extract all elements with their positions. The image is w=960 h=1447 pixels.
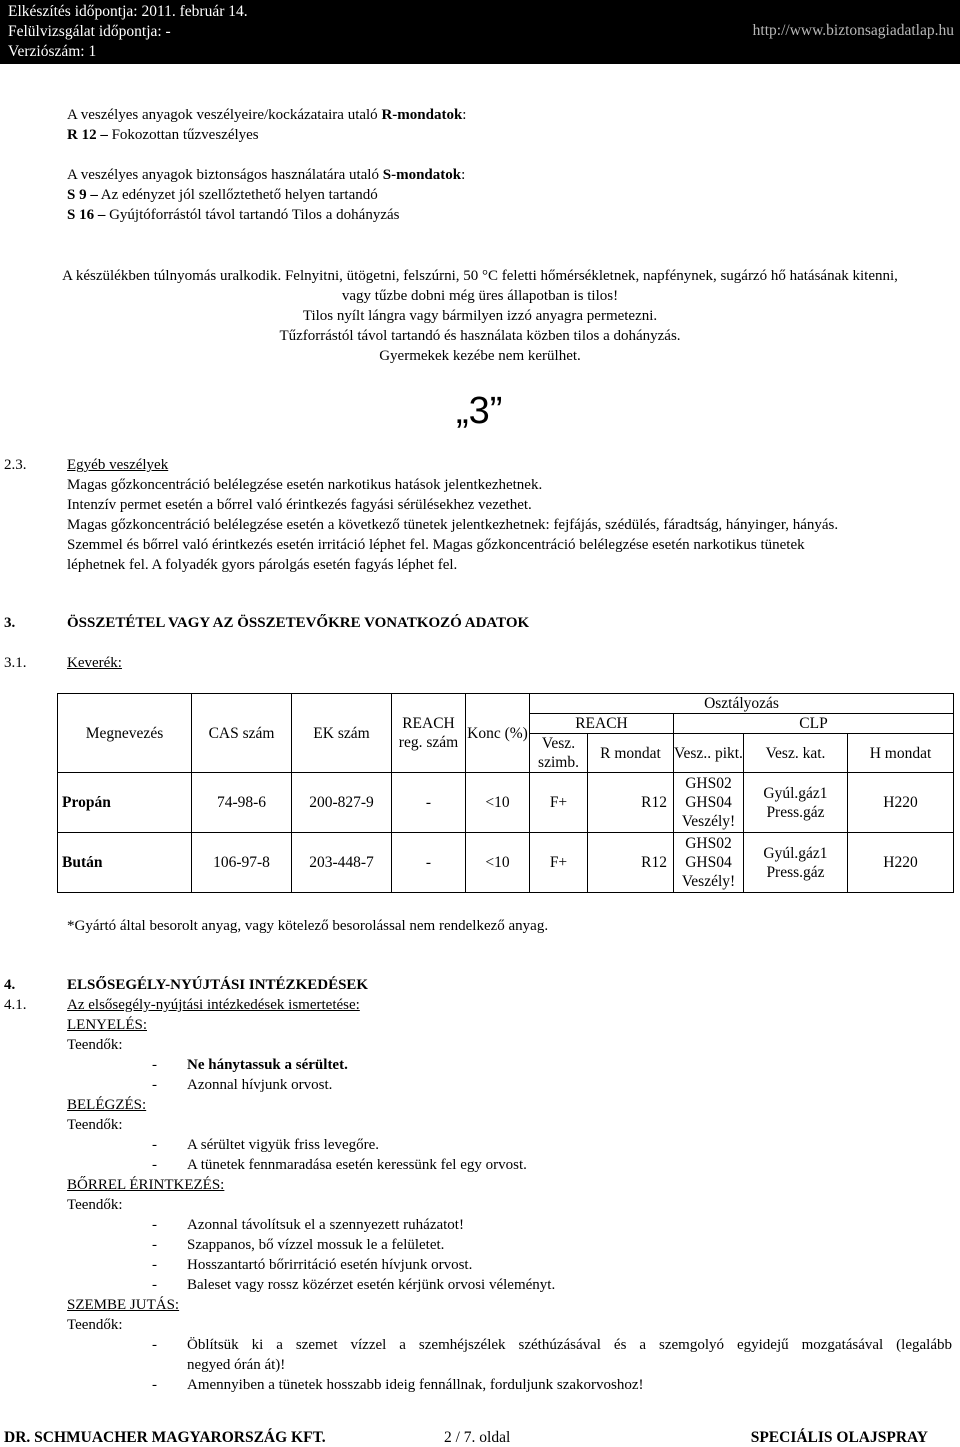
header-name: Megnevezés xyxy=(58,694,192,773)
first-aid-item: Hosszantartó bőrirritáció esetén hívjunk orvost. xyxy=(187,1257,473,1273)
warning-line-5: Gyermekek kezébe nem kerülhet. xyxy=(379,348,581,364)
cell-category: Gyúl.gáz1 Press.gáz xyxy=(744,773,848,833)
section-number: 3. xyxy=(4,615,16,631)
bullet-dash: - xyxy=(152,1337,157,1353)
table-row xyxy=(58,773,954,833)
section-title: ELSŐSEGÉLY-NYÚJTÁSI INTÉZKEDÉSEK xyxy=(67,977,369,993)
warning-line-4: Tűzforrástól távol tartandó és használata közben tilos a dohányzás. xyxy=(279,328,681,344)
cell-ek: 200-827-9 xyxy=(292,773,392,833)
header-info xyxy=(8,2,248,62)
header-cas: CAS szám xyxy=(192,694,292,773)
warning-line-1: A készülékben túlnyomás uralkodik. Felnyitni, ütögetni, felszúrni, 50 °C feletti hőmérsékletnek, napfénynek, sugárzó hő hatásának kitenni, xyxy=(62,268,898,284)
todo-label: Teendők: xyxy=(67,1037,123,1053)
footer-company: DR. SCHMUACHER MAGYARORSZÁG KFT. xyxy=(4,1429,326,1446)
first-aid-item: Azonnal hívjunk orvost. xyxy=(187,1077,333,1093)
hazard-line: Intenzív permet esetén a bőrrel való érintkezés fagyási sérülésekhez vezethet. xyxy=(67,497,532,513)
cell-r-phrase: R12 xyxy=(588,833,674,893)
cell-name: Bután xyxy=(58,833,192,893)
cell-concentration: <10 xyxy=(466,773,530,833)
first-aid-item-continued: negyed órán át)! xyxy=(187,1357,286,1373)
first-aid-item: Baleset vagy rossz közérzet esetén kérjünk orvosi véleményt. xyxy=(187,1277,556,1293)
first-aid-item: Öblítsük ki a szemet vízzel a szemhéjszélek széthúzásával és a szemgolyó egyidejű mozgatásával (legalább xyxy=(187,1337,952,1353)
website-link[interactable]: http://www.biztonsagiadatlap.hu xyxy=(752,22,954,39)
version-number: Verziószám: 1 xyxy=(8,43,97,60)
first-aid-item: Szappanos, bő vízzel mossuk le a felületet. xyxy=(187,1237,445,1253)
cell-ek: 203-448-7 xyxy=(292,833,392,893)
header-clp: CLP xyxy=(674,714,954,734)
bullet-dash: - xyxy=(152,1257,157,1273)
cell-h-phrase: H220 xyxy=(848,773,954,833)
composition-table xyxy=(57,693,954,893)
hazard-line: Magas gőzkoncentráció belélegzése esetén a következő tünetek jelentkezhetnek: fejfájás, szédülés, fáradtság, hányinger, hányás. xyxy=(67,517,839,533)
bullet-dash: - xyxy=(152,1237,157,1253)
hazard-line: Szemmel és bőrrel való érintkezés esetén irritáció léphet fel. Magas gőzkoncentráció belélegzése esetén narkotikus tünetek xyxy=(67,537,805,553)
table-row xyxy=(58,833,954,893)
section-title: ÖSSZETÉTEL VAGY AZ ÖSSZETEVŐKRE VONATKOZÓ ADATOK xyxy=(67,615,530,631)
cell-r-phrase: R12 xyxy=(588,773,674,833)
todo-label: Teendők: xyxy=(67,1117,123,1133)
hazard-line: Magas gőzkoncentráció belélegzése esetén narkotikus hatások jelentkezhetnek. xyxy=(67,477,543,493)
section-title: Egyéb veszélyek xyxy=(67,457,169,473)
ingestion-title: LENYELÉS: xyxy=(67,1017,147,1033)
warning-line-3: Tilos nyílt lángra vagy bármilyen izzó anyagra permetezni. xyxy=(302,308,658,324)
header-concentration: Konc (%) xyxy=(466,694,530,773)
section-title: Keverék: xyxy=(67,655,122,671)
bullet-dash: - xyxy=(152,1217,157,1233)
first-aid-item: Amennyiben a tünetek hosszabb ideig fennállnak, forduljunk szakorvoshoz! xyxy=(187,1377,644,1393)
header-category: Vesz. kat. xyxy=(744,734,848,773)
cell-concentration: <10 xyxy=(466,833,530,893)
section-number: 2.3. xyxy=(4,457,27,473)
bullet-dash: - xyxy=(152,1057,157,1073)
bullet-dash: - xyxy=(152,1277,157,1293)
section-number: 3.1. xyxy=(4,655,27,671)
inhalation-title: BELÉGZÉS: xyxy=(67,1097,147,1113)
header-ek: EK szám xyxy=(292,694,392,773)
r12-phrase: R 12 – Fokozottan tűzveszélyes xyxy=(67,127,259,143)
warning-line-2: vagy tűzbe dobni még üres állapotban is tilos! xyxy=(341,288,619,304)
first-aid-item: A tünetek fennmaradása esetén keressünk fel egy orvost. xyxy=(187,1157,527,1173)
bullet-dash: - xyxy=(152,1077,157,1093)
first-aid-item: A sérültet vigyük friss levegőre. xyxy=(187,1137,380,1153)
todo-label: Teendők: xyxy=(67,1197,123,1213)
bullet-dash: - xyxy=(152,1377,157,1393)
skin-contact-title: BŐRREL ÉRINTKEZÉS: xyxy=(67,1177,225,1193)
cell-cas: 74-98-6 xyxy=(192,773,292,833)
bullet-dash: - xyxy=(152,1157,157,1173)
header-h-phrase: H mondat xyxy=(848,734,954,773)
s-phrases-intro: A veszélyes anyagok biztonságos használatára utaló S-mondatok: xyxy=(67,167,466,183)
cell-pictogram: GHS02 GHS04 Veszély! xyxy=(674,833,744,893)
header-classification: Osztályozás xyxy=(530,694,954,714)
footer-page-number: 2 / 7. oldal xyxy=(444,1429,511,1446)
cell-h-phrase: H220 xyxy=(848,833,954,893)
section-number: 4.1. xyxy=(4,997,27,1013)
eye-contact-title: SZEMBE JUTÁS: xyxy=(67,1297,180,1313)
pictogram-placeholder: „3” xyxy=(456,390,503,432)
header-pictogram: Vesz.. pikt. xyxy=(674,734,744,773)
revision-date: Felülvizsgálat időpontja: - xyxy=(8,23,171,40)
cell-cas: 106-97-8 xyxy=(192,833,292,893)
r-phrases-intro: A veszélyes anyagok veszélyeire/kockázataira utaló R-mondatok: xyxy=(67,107,467,123)
cell-pictogram: GHS02 GHS04 Veszély! xyxy=(674,773,744,833)
document-header xyxy=(0,0,960,64)
cell-category: Gyúl.gáz1 Press.gáz xyxy=(744,833,848,893)
hazard-line: léphetnek fel. A folyadék gyors párolgás esetén fagyás léphet fel. xyxy=(67,557,458,573)
s9-phrase: S 9 – Az edényzet jól szellőztethető helyen tartandó xyxy=(67,187,378,203)
first-aid-item: Azonnal távolítsuk el a szennyezett ruházatot! xyxy=(187,1217,464,1233)
bullet-dash: - xyxy=(152,1137,157,1153)
todo-label: Teendők: xyxy=(67,1317,123,1333)
cell-reach: - xyxy=(392,773,466,833)
section-title: Az elsősegély-nyújtási intézkedések ismertetése: xyxy=(67,997,360,1013)
s16-phrase: S 16 – Gyújtóforrástól távol tartandó Tilos a dohányzás xyxy=(67,207,400,223)
header-reach-reg: REACH reg. szám xyxy=(392,694,466,773)
cell-reach: - xyxy=(392,833,466,893)
section-number: 4. xyxy=(4,977,16,993)
cell-symbol: F+ xyxy=(530,773,588,833)
header-symbol: Vesz. szimb. xyxy=(530,734,588,773)
cell-symbol: F+ xyxy=(530,833,588,893)
created-date: Elkészítés időpontja: 2011. február 14. xyxy=(8,3,248,20)
header-r-phrase: R mondat xyxy=(588,734,674,773)
cell-name: Propán xyxy=(58,773,192,833)
header-reach: REACH xyxy=(530,714,674,734)
footer-product: SPECIÁLIS OLAJSPRAY xyxy=(750,1429,928,1446)
table-footnote: *Gyártó által besorolt anyag, vagy kötelező besorolással nem rendelkező anyag. xyxy=(67,918,549,934)
first-aid-item: Ne hánytassuk a sérültet. xyxy=(187,1057,348,1073)
